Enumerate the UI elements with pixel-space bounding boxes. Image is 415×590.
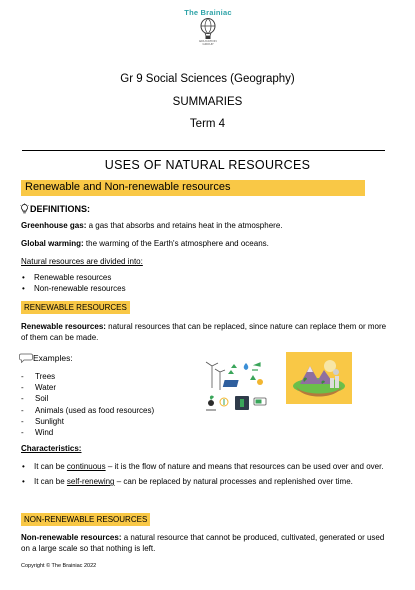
warming-definition xyxy=(21,239,269,250)
char2-suffix: – can be replaced by natural processes and replenished over time. xyxy=(114,477,353,486)
nonrenewable-definition xyxy=(21,533,391,554)
greenhouse-term: Greenhouse gas: xyxy=(21,221,87,230)
logo-brand: The Brainiac xyxy=(184,8,232,17)
char1-suffix: – it is the flow of nature and means that resources can be used over and over. xyxy=(105,462,384,471)
header-title: Gr 9 Social Sciences (Geography) xyxy=(120,73,295,85)
nonrenewable-term: Non-renewable resources: xyxy=(21,533,122,542)
char2-prefix: It can be xyxy=(34,477,67,486)
list-item: - Wind xyxy=(21,427,154,438)
renewable-definition xyxy=(21,322,391,343)
list-item: • Non-renewable resources xyxy=(20,283,126,294)
definitions-heading xyxy=(19,203,90,214)
char1-prefix: It can be xyxy=(34,462,67,471)
header-term: Term 4 xyxy=(189,118,226,130)
header-subtitle: SUMMARIES xyxy=(172,96,243,108)
brainiac-logo xyxy=(172,8,244,46)
divided-list xyxy=(20,272,126,294)
nonrenewable-heading: NON-RENEWABLE RESOURCES xyxy=(21,513,150,526)
list-item: - Water xyxy=(21,382,154,393)
nonrenewable-text: a natural resource that cannot be produced, cultivated, generated or used on a large scale so that nothing is left. xyxy=(21,533,385,553)
examples-label: Examples: xyxy=(33,353,73,363)
list-item: - Sunlight xyxy=(21,416,154,427)
renewable-heading: RENEWABLE RESOURCES xyxy=(21,301,130,314)
examples-list xyxy=(21,371,154,438)
balloon-logo-icon xyxy=(198,18,218,40)
list-item xyxy=(20,476,386,487)
definitions-label: DEFINITIONS: xyxy=(30,203,90,214)
warming-term: Global warming: xyxy=(21,239,84,248)
copyright-footer: Copyright © The Brainiac 2022 xyxy=(21,563,97,569)
char2-keyword: self-renewing xyxy=(66,477,115,486)
renewable-term: Renewable resources: xyxy=(21,322,106,331)
greenhouse-text: a gas that absorbs and retains heat in the atmosphere. xyxy=(86,221,283,230)
list-item: - Animals (used as food resources) xyxy=(21,405,154,416)
divided-label: Natural resources are divided into: xyxy=(21,257,143,266)
logo-sub2: GROUP xyxy=(202,42,214,46)
logo-sub1: EDUCATION xyxy=(199,39,217,43)
list-item: - Trees xyxy=(21,371,154,382)
earth-pollution-illustration xyxy=(286,352,352,404)
char1-keyword: continuous xyxy=(66,462,106,471)
list-item: - Soil xyxy=(21,393,154,404)
greenhouse-definition xyxy=(21,221,282,232)
characteristics-list xyxy=(20,461,386,487)
warming-text: the warming of the Earth's atmosphere and oceans. xyxy=(83,239,269,248)
header-divider xyxy=(22,150,385,151)
section-heading: Renewable and Non-renewable resources xyxy=(21,180,365,196)
main-heading: USES OF NATURAL RESOURCES xyxy=(104,158,311,172)
characteristics-label: Characteristics: xyxy=(21,444,82,453)
list-item xyxy=(20,461,386,472)
green-energy-illustration xyxy=(202,360,272,416)
renewable-text: natural resources that can be replaced, since nature can replace them or more of them can be made. xyxy=(21,322,387,342)
speech-bubble-icon xyxy=(19,353,33,363)
examples-heading xyxy=(19,353,73,363)
list-item: • Renewable resources xyxy=(20,272,126,283)
lightbulb-icon xyxy=(19,203,30,214)
